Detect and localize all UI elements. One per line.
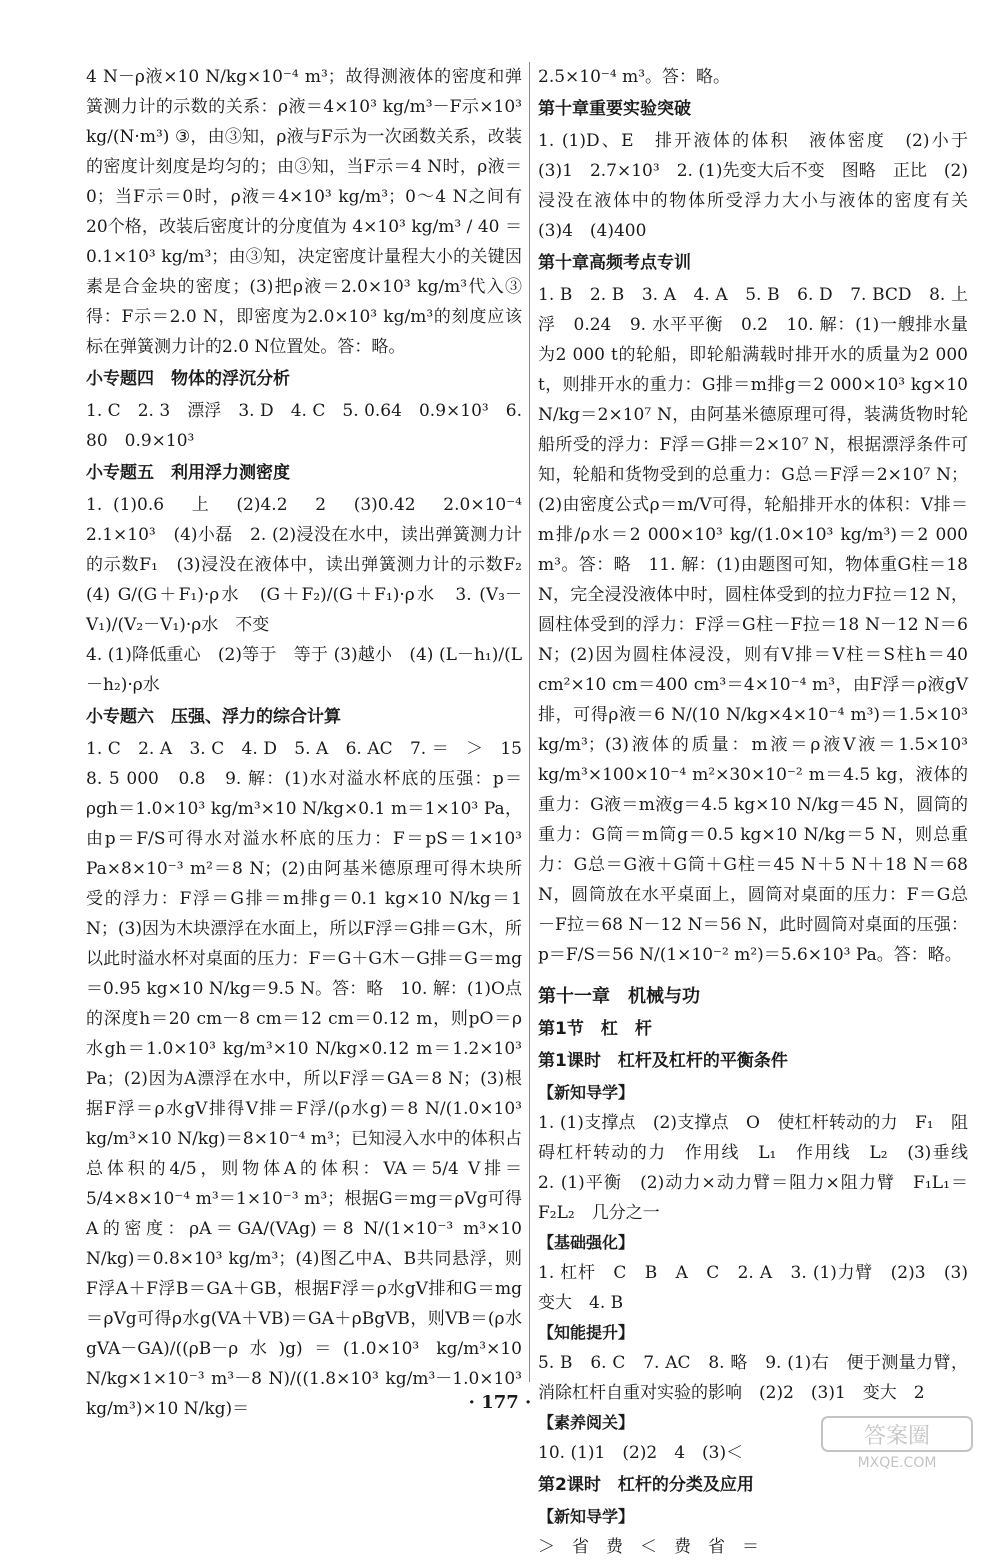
bracket-label: 【新知导学】 bbox=[538, 1083, 635, 1102]
answer-paragraph: 10. (1)1 (2)2 4 (3)＜ bbox=[538, 1443, 744, 1463]
answer-paragraph: 1. (1)支撑点 (2)支撑点 O 使杠杆转动的力 F₁ 阻碍杠杆转动的力 作用线 L₁ 作用线 L₂ (3)垂线 2. (1)平衡 (2)动力×动力臂＝阻力×阻力臂 F₁L₁＝F₂L₂ 几分之一 bbox=[538, 1113, 985, 1223]
chapter-heading: 第十一章 机械与功 bbox=[538, 986, 700, 1007]
answer-paragraph: 2.5×10⁻⁴ m³。答：略。 bbox=[538, 67, 731, 87]
bracket-label: 【基础强化】 bbox=[538, 1233, 635, 1252]
section-heading: 第2课时 杠杆的分类及应用 bbox=[538, 1475, 754, 1495]
answer-paragraph: 1. B 2. B 3. A 4. A 5. B 6. D 7. BCD 8. 上浮 0.24 9. 水平平衡 0.2 10. 解：(1)一艘排水量为2 000 t的轮船，即轮船满载时排开水的质量为2 000 t，则排开水的重力：G排＝m排g＝2 000×10³ kg×10 N/kg＝2×10⁷ N，由阿基米德原理可得，装满货物时轮船所受的浮力：F浮＝G排＝2×10⁷ N，根据漂浮条件可知，轮船和货物受到的总重力：G总＝F浮＝2×10⁷ N；(2)由密度公式ρ＝m/V可得，轮船排开水的体积：V排＝m排/ρ水＝2 000×10³ kg/(1.0×10³ kg/m³)＝2 000 m³。答：略 11. 解：(1)由题图可知，物体重G柱＝18 N，完全浸没液体中时，圆柱体受到的拉力F拉＝12 N，圆柱体受到的浮力：F浮＝G柱－F拉＝18 N－12 N＝6 N；(2)因为圆柱体浸没，则有V排＝V柱＝S柱h＝40 cm²×10 cm＝400 cm³＝4×10⁻⁴ m³，由F浮＝ρ液gV排，可得ρ液＝6 N/(10 N/kg×4×10⁻⁴ m³)＝1.5×10³ kg/m³；(3)液体的质量：m液＝ρ液V液＝1.5×10³ kg/m³×100×10⁻⁴ m²×30×10⁻² m＝4.5 kg，液体的重力：G液＝m液g＝4.5 kg×10 N/kg＝45 N，圆筒的重力：G筒＝m筒g＝0.5 kg×10 N/kg＝5 N，则总重力：G总＝G液＋G筒＋G柱＝45 N＋5 N＋18 N＝68 N，圆筒放在水平桌面上，圆筒对桌面的压力：F＝G总－F拉＝68 N－12 N＝56 N，此时圆筒对桌面的压强：p＝F/S＝56 N/(1×10⁻² m²)＝5.6×10³ Pa。答：略。 bbox=[538, 285, 968, 965]
section-heading: 第1课时 杠杆及杠杆的平衡条件 bbox=[538, 1051, 788, 1071]
left-column bbox=[86, 62, 539, 1424]
answer-paragraph: 1. 杠杆 C B A C 2. A 3. (1)力臂 (2)3 (3)变大 4. B bbox=[538, 1263, 968, 1313]
answer-paragraph: 4. (1)降低重心 (2)等于 等于 (3)越小 (4) (L－h₁)/(L－h₂)·ρ水 bbox=[86, 645, 522, 695]
section-heading: 小专题六 压强、浮力的综合计算 bbox=[86, 707, 341, 727]
answer-paragraph: 5. B 6. C 7. AC 8. 略 9. (1)右 便于测量力臂，消除杠杆自重对实验的影响 (2)2 (3)1 变大 2 bbox=[538, 1353, 968, 1403]
section-heading: 第十章高频考点专训 bbox=[538, 253, 691, 273]
bracket-label: 【新知导学】 bbox=[538, 1507, 635, 1526]
page-number: · 177 · bbox=[468, 1392, 532, 1413]
section-heading: 小专题四 物体的浮沉分析 bbox=[86, 369, 290, 389]
answer-paragraph: 1. (1)0.6 上 (2)4.2 2 (3)0.42 2.0×10⁻⁴ 2.1×10³ (4)小磊 2. (2)浸没在水中，读出弹簧测力计的示数F₁ (3)浸没在液体中，读出弹簧测力计的示数F₂ (4) G/(G＋F₁)·ρ水 (G＋F₂)/(G＋F₁)·ρ水 3. (V₃－V₁)/(V₂－V₁)·ρ水 不变 bbox=[86, 495, 539, 635]
bracket-label: 【素养阅关】 bbox=[538, 1413, 635, 1432]
column-divider bbox=[529, 62, 530, 1382]
svg-text:答案圈: 答案圈 bbox=[863, 1424, 931, 1449]
answer-paragraph: 1. C 2. A 3. C 4. D 5. A 6. AC 7. ＝ ＞ 15 8. 5 000 0.8 9. 解：(1)水对溢水杯底的压强：p＝ρgh＝1.0×10³ kg/m³×10 N/kg×0.1 m＝1×10³ Pa，由p＝F/S可得水对溢水杯底的压力：F＝pS＝1×10³ Pa×8×10⁻³ m²＝8 N；(2)由阿基米德原理可得木块所受的浮力：F浮＝G排＝m排g＝0.1 kg×10 N/kg＝1 N；(3)因为木块漂浮在水面上，所以F浮＝G排＝G木，所以此时溢水杯对桌面的压力：F＝G＋G木－G排＝G＝mg＝0.95 kg×10 N/kg＝9.5 N。答：略 10. 解：(1)O点的深度h＝20 cm－8 cm＝12 cm＝0.12 m，则pO＝ρ水gh＝1.0×10³ kg/m³×10 N/kg×0.12 m＝1.2×10³ Pa；(2)因为A漂浮在水中，所以F浮＝GA＝8 N；(3)根据F浮＝ρ水gV排得V排＝F浮/(ρ水g)＝8 N/(1.0×10³ kg/m³×10 N/kg)＝8×10⁻⁴ m³；已知浸入水中的体积占总体积的4/5，则物体A的体积：VA＝5/4 V排＝5/4×8×10⁻⁴ m³＝1×10⁻³ m³；根据G＝mg＝ρVg可得A的密度：ρA＝GA/(VAg)＝8 N/(1×10⁻³ m³×10 N/kg)＝0.8×10³ kg/m³；(4)图乙中A、B共同悬浮，则F浮A＋F浮B＝GA＋GB，根据F浮＝ρ水gV排和G＝mg＝ρVg可得ρ水g(VA＋VB)＝GA＋ρBgVB，则VB＝(ρ水gVA－GA)/((ρB－ρ水)g)＝(1.0×10³ kg/m³×10 N/kg×1×10⁻³ m³－8 N)/((1.8×10³ kg/m³－1.0×10³ kg/m³)×10 N/kg)＝ bbox=[86, 739, 539, 1419]
answer-paragraph: 1. (1)D、E 排开液体的体积 液体密度 (2)小于 (3)1 2.7×10³ 2. (1)先变大后不变 图略 正比 (2)浸没在液体中的物体所受浮力大小与液体的密度有关 (3)4 (4)400 bbox=[538, 131, 985, 241]
section-heading: 小专题五 利用浮力测密度 bbox=[86, 463, 290, 483]
answer-paragraph: 1. C 2. 3 漂浮 3. D 4. C 5. 0.64 0.9×10³ 6. 80 0.9×10³ bbox=[86, 401, 522, 451]
watermark-logo bbox=[820, 1413, 980, 1473]
section-heading: 第十章重要实验突破 bbox=[538, 99, 691, 119]
svg-text:MXQE.COM: MXQE.COM bbox=[857, 1455, 937, 1471]
answer-paragraph: ＞ 省 费 ＜ 费 省 ＝ bbox=[538, 1537, 759, 1557]
right-column bbox=[538, 62, 985, 1562]
bracket-label: 【知能提升】 bbox=[538, 1323, 635, 1342]
answer-paragraph: 4 N－ρ液×10 N/kg×10⁻⁴ m³；故得测液体的密度和弹簧测力计的示数的关系：ρ液＝4×10³ kg/m³－F示×10³ kg/(N·m³) ③，由③知，ρ液与F示为一次函数关系，改装的密度计刻度是均匀的；由③知，当F示＝4 N时，ρ液＝0；当F示＝0时，ρ液＝4×10³ kg/m³；0～4 N之间有20个格，改装后密度计的分度值为 4×10³ kg/m³ / 40 ＝0.1×10³ kg/m³；由③知，决定密度计量程大小的关键因素是合金块的密度；(3)把ρ液＝2.0×10³ kg/m³代入③得：F示＝2.0 N，即密度为2.0×10³ kg/m³的刻度应该标在弹簧测力计的2.0 N位置处。答：略。 bbox=[86, 67, 522, 357]
section-heading: 第1节 杠 杆 bbox=[538, 1019, 652, 1039]
